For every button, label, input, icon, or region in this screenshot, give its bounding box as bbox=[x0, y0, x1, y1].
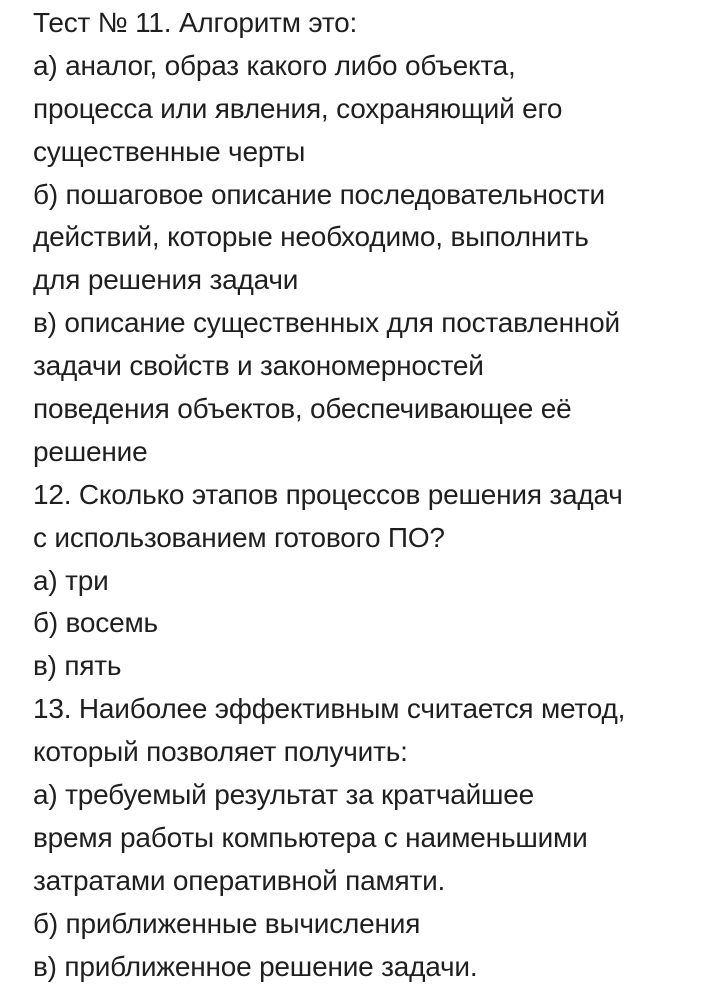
q11-option-a-line-2: процесса или явления, сохраняющий его bbox=[33, 92, 563, 124]
q11-option-b-line-1: б) пошаговое описание последовательности bbox=[33, 178, 606, 210]
q13-option-b: б) приближенные вычисления bbox=[33, 907, 421, 939]
q11-option-c-line-1: в) описание существенных для поставленной bbox=[33, 307, 620, 339]
question-13-line-2: который позволяет получить: bbox=[33, 736, 408, 768]
q11-option-a-line-3: существенные черты bbox=[33, 135, 306, 167]
q11-option-c-line-2: задачи свойств и закономерностей bbox=[33, 350, 484, 382]
question-12-line-1: 12. Сколько этапов процессов решения задач bbox=[33, 478, 623, 510]
question-12-line-2: с использованием готового ПО? bbox=[33, 521, 445, 553]
q11-option-b-line-3: для решения задачи bbox=[33, 264, 299, 296]
q13-option-a-line-2: время работы компьютера с наименьшими bbox=[33, 821, 588, 853]
q12-option-a: а) три bbox=[33, 564, 109, 596]
q13-option-a-line-1: а) требуемый результат за кратчайшее bbox=[33, 779, 535, 811]
q11-option-c-line-4: решение bbox=[33, 435, 148, 467]
question-13-line-1: 13. Наиболее эффективным считается метод, bbox=[33, 693, 626, 725]
q12-option-c: в) пять bbox=[33, 650, 122, 682]
q13-option-a-line-3: затратами оперативной памяти. bbox=[33, 864, 446, 896]
q13-option-c: в) приближенное решение задачи. bbox=[33, 950, 478, 982]
test-11-heading: Тест № 11. Алгоритм это: bbox=[33, 7, 358, 38]
q11-option-a-line-1: а) аналог, образ какого либо объекта, bbox=[33, 49, 516, 81]
q11-option-b-line-2: действий, которые необходимо, выполнить bbox=[33, 221, 589, 253]
q11-option-c-line-3: поведения объектов, обеспечивающее её bbox=[33, 393, 572, 425]
q12-option-b: б) восемь bbox=[33, 607, 158, 639]
